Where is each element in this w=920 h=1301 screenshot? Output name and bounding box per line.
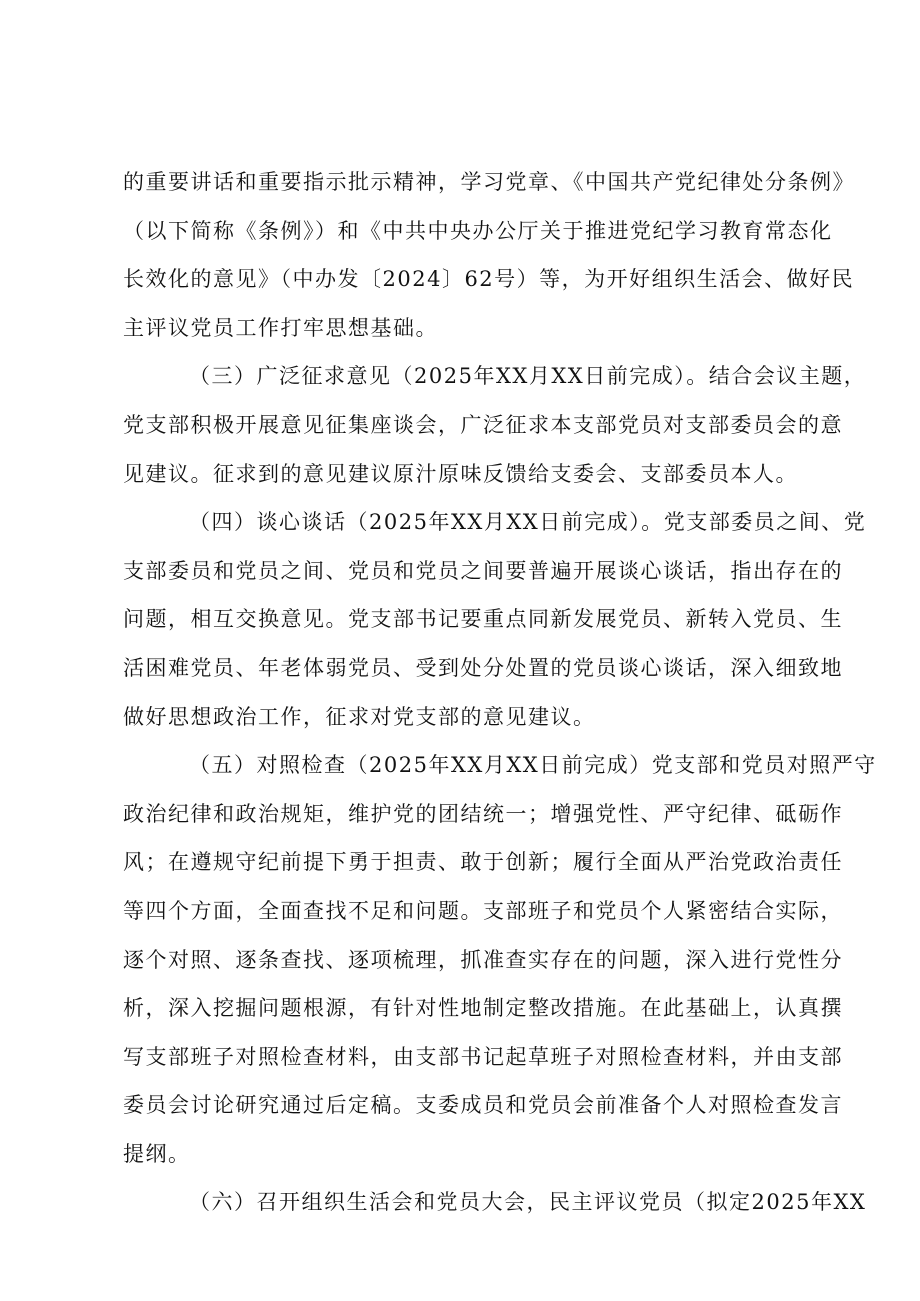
text-line: 政治纪律和政治规矩，维护党的团结统一；增强党性、严守纪律、砥砺作 <box>123 801 843 826</box>
paragraph-study-continuation <box>123 158 855 352</box>
text-line: 长效化的意见》（中办发〔2024〕62号）等，为开好组织生活会、做好民 <box>123 267 855 292</box>
text-line: 析，深入挖掘问题根源，有针对性地制定整改措施。在此基础上，认真撰 <box>123 996 843 1021</box>
text-line: 支部委员和党员之间、党员和党员之间要普遍开展谈心谈话，指出存在的 <box>123 558 843 583</box>
text-line: （以下简称《条例》）和《中共中央办公厅关于推进党纪学习教育常态化 <box>123 218 833 243</box>
text-line: 等四个方面，全面查找不足和问题。支部班子和党员个人紧密结合实际， <box>123 898 843 923</box>
paragraph-self-examination <box>123 741 877 1178</box>
text-line: 主评议党员工作打牢思想基础。 <box>123 315 438 340</box>
text-line: （三）广泛征求意见（2025年XX月XX日前完成）。结合会议主题， <box>189 364 867 389</box>
text-line: 的重要讲话和重要指示批示精神，学习党章、《中国共产党纪律处分条例》 <box>123 170 855 194</box>
text-line: 逐个对照、逐条查找、逐项梳理，抓准查实存在的问题，深入进行党性分 <box>123 947 843 972</box>
paragraph-solicit-opinions <box>123 352 867 498</box>
document-body <box>123 158 877 1227</box>
text-line: 做好思想政治工作，征求对党支部的意见建议。 <box>123 704 596 729</box>
text-line: 问题，相互交换意见。党支部书记要重点同新发展党员、新转入党员、生 <box>123 607 843 632</box>
text-line: 写支部班子对照检查材料，由支部书记起草班子对照检查材料，并由支部 <box>123 1044 843 1069</box>
text-line: 提纲。 <box>123 1141 191 1166</box>
text-line: 见建议。征求到的意见建议原汁原味反馈给支委会、支部委员本人。 <box>123 461 798 486</box>
text-line: 党支部积极开展意见征集座谈会，广泛征求本支部党员对支部委员会的意 <box>123 412 843 437</box>
text-line: （四）谈心谈话（2025年XX月XX日前完成）。党支部委员之间、党 <box>189 510 867 535</box>
text-line: （六）召开组织生活会和党员大会，民主评议党员（拟定2025年XX <box>189 1190 867 1215</box>
text-line: 委员会讨论研究通过后定稿。支委成员和党员会前准备个人对照检查发言 <box>123 1093 843 1118</box>
text-line: 风；在遵规守纪前提下勇于担责、敢于创新；履行全面从严治党政治责任 <box>123 850 843 875</box>
text-line: （五）对照检查（2025年XX月XX日前完成）党支部和党员对照严守 <box>189 753 877 778</box>
paragraph-heart-to-heart-talks <box>123 498 867 741</box>
paragraph-organizational-life-meeting <box>123 1178 867 1227</box>
text-line: 活困难党员、年老体弱党员、受到处分处置的党员谈心谈话，深入细致地 <box>123 655 843 680</box>
